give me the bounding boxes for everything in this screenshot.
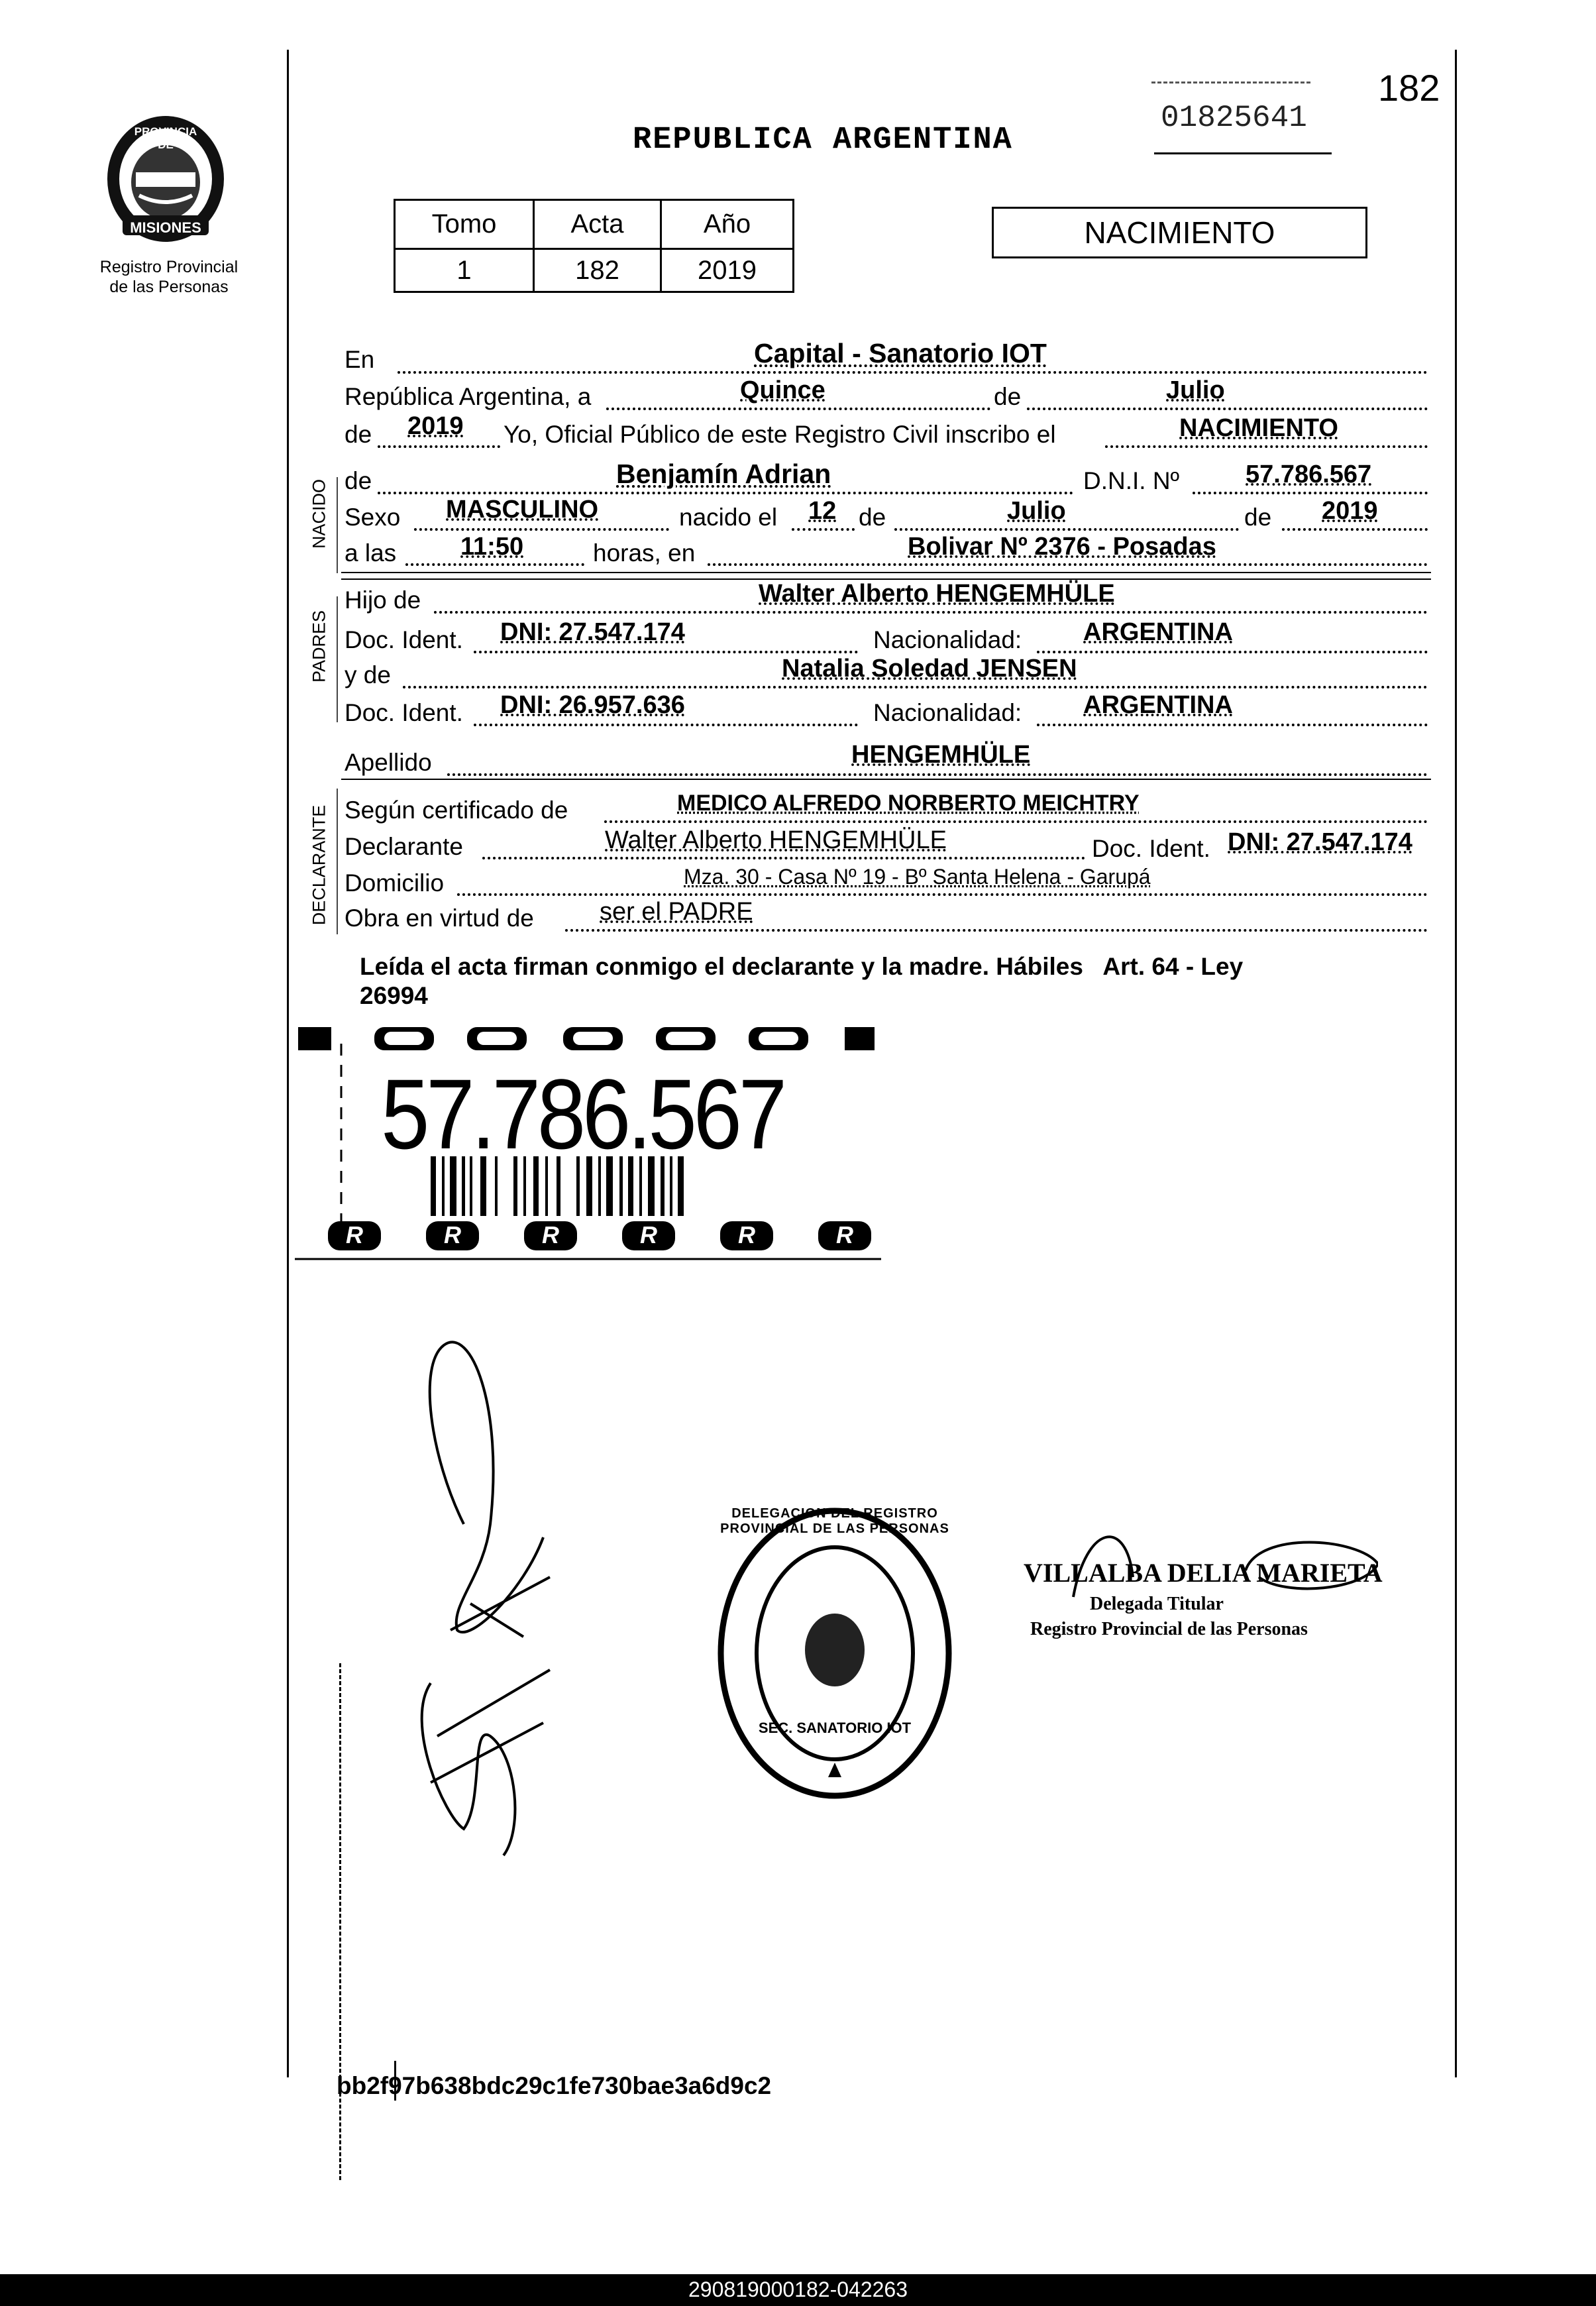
- sticker-marks: [328, 1221, 871, 1254]
- org-line1: Registro Provincial: [99, 258, 239, 276]
- page-number: 182: [1378, 67, 1440, 109]
- inscribe-value: NACIMIENTO: [1179, 414, 1338, 442]
- declarante-doc: DNI: 27.547.174: [1228, 828, 1412, 856]
- margin-dash: [339, 1663, 343, 2180]
- madre-doc-label: Doc. Ident.: [345, 699, 463, 726]
- nacido-dni: 57.786.567: [1246, 461, 1372, 488]
- logo-top-text: PROVINCIA DE: [134, 125, 197, 151]
- dotted-line: [1105, 445, 1428, 448]
- section-divider: [337, 596, 338, 722]
- hora-value: 11:50: [460, 533, 524, 561]
- nacido-anio: 2019: [1322, 497, 1378, 525]
- officer-name: VILLALBA DELIA MARIETA: [1024, 1558, 1383, 1588]
- madre-doc: DNI: 26.957.636: [500, 691, 685, 719]
- horas-en-label: horas, en: [593, 539, 696, 567]
- dotted-line: [434, 611, 1428, 614]
- footer-code: 290819000182-042263: [688, 2278, 908, 2301]
- country-title: REPUBLICA ARGENTINA: [633, 123, 1013, 158]
- acta-header: Acta: [533, 199, 662, 250]
- hijo-de-label: Hijo de: [345, 586, 421, 614]
- nacido-mes: Julio: [1007, 497, 1066, 525]
- certificado-label: Según certificado de: [345, 796, 568, 824]
- closing-line1: Leída el acta firman conmigo el declarante y la madre. Hábiles Art. 64 - Ley: [360, 953, 1244, 980]
- mes-value: Julio: [1166, 376, 1225, 404]
- obra-label: Obra en virtud de: [345, 905, 534, 932]
- dotted-line: [606, 408, 990, 410]
- dia-texto: Quince: [740, 376, 825, 404]
- dotted-line: [1037, 651, 1428, 653]
- dni-label: D.N.I. Nº: [1083, 467, 1180, 494]
- republica-label: República Argentina, a: [345, 383, 592, 410]
- section-rule: [341, 572, 1431, 573]
- r-mark: R: [622, 1221, 675, 1250]
- padres-section-label: PADRES: [309, 610, 329, 683]
- domicilio-value: Mza. 30 - Casa Nº 19 - Bº Santa Helena - Garupá: [684, 865, 1151, 889]
- dotted-line: [457, 893, 1428, 896]
- acta-value: 182: [533, 248, 662, 293]
- logo-bottom-text: MISIONES: [130, 219, 201, 236]
- de2-label: de: [345, 421, 372, 448]
- official-seal: [712, 1501, 957, 1806]
- declarante-section-label: DECLARANTE: [309, 804, 329, 926]
- madre-nac: ARGENTINA: [1083, 691, 1233, 719]
- r-mark: R: [818, 1221, 871, 1250]
- r-mark: R: [328, 1221, 381, 1250]
- certificado-value: MEDICO ALFREDO NORBERTO MEICHTRY: [677, 791, 1140, 816]
- id-sticker: [295, 1017, 881, 1262]
- dotted-line: [405, 563, 584, 566]
- dotted-line: [1037, 724, 1428, 726]
- sexo-value: MASCULINO: [446, 496, 599, 523]
- section-divider: [337, 789, 338, 934]
- tomo-header: Tomo: [394, 199, 535, 250]
- domicilio-label: Domicilio: [345, 869, 445, 897]
- officer-org: Registro Provincial de las Personas: [1030, 1619, 1308, 1639]
- nacido-nombre: Benjamín Adrian: [616, 459, 831, 489]
- dotted-line: [894, 528, 1239, 531]
- dotted-line: [792, 528, 855, 531]
- section-divider: [337, 477, 338, 573]
- de-label: de: [994, 383, 1022, 410]
- padre-nac-label: Nacionalidad:: [873, 626, 1022, 653]
- nacido-de-label2: de: [859, 504, 886, 531]
- dotted-line: [708, 563, 1428, 566]
- en-value: Capital - Sanatorio IOT: [754, 338, 1047, 368]
- madre-name: Natalia Soledad JENSEN: [782, 655, 1077, 683]
- section-rule: [341, 779, 1431, 780]
- anio-value: 2019: [660, 248, 794, 293]
- right-margin-line: [1455, 50, 1457, 2077]
- dotted-line: [378, 445, 500, 448]
- en-label: En: [345, 346, 375, 373]
- anio-header: Año: [660, 199, 794, 250]
- dotted-line: [474, 724, 858, 726]
- dotted-line: [403, 686, 1428, 688]
- sexo-label: Sexo: [345, 504, 401, 531]
- nacido-dia: 12: [808, 497, 837, 525]
- r-mark: R: [426, 1221, 479, 1250]
- dotted-line: [1282, 528, 1428, 531]
- declarante-label: Declarante: [345, 833, 463, 860]
- officer-title: Delegada Titular: [1090, 1594, 1224, 1614]
- declarante-value: Walter Alberto HENGEMHÜLE: [605, 826, 947, 854]
- serial-dashes: [1151, 82, 1310, 83]
- padre-nac: ARGENTINA: [1083, 618, 1233, 646]
- serial-number: 01825641: [1161, 101, 1307, 135]
- dotted-line: [1193, 492, 1428, 494]
- sticker-number: 57.786.567: [381, 1058, 784, 1170]
- padre-doc-label: Doc. Ident.: [345, 626, 463, 653]
- dotted-line: [414, 528, 669, 531]
- y-de-label: y de: [345, 661, 391, 688]
- record-type-box: NACIMIENTO: [992, 207, 1367, 258]
- dotted-line: [378, 492, 1073, 494]
- nacido-el-label: nacido el: [679, 504, 778, 531]
- closing-line2: 26994: [360, 982, 428, 1009]
- anio-texto: 2019: [407, 412, 464, 440]
- padre-doc: DNI: 27.547.174: [500, 618, 685, 646]
- nacido-de-label3: de: [1244, 504, 1272, 531]
- org-line2: de las Personas: [109, 278, 229, 296]
- dotted-line: [474, 651, 858, 653]
- r-mark: R: [720, 1221, 773, 1250]
- left-margin-line: [287, 50, 289, 2077]
- dotted-line: [398, 371, 1428, 374]
- r-mark: R: [524, 1221, 577, 1250]
- closing-text: [360, 952, 1243, 1011]
- a-las-label: a las: [345, 539, 397, 567]
- dotted-line: [604, 820, 1428, 823]
- province-logo: [99, 109, 232, 248]
- declarant-signature: [391, 1325, 590, 1882]
- obra-value: ser el PADRE: [600, 898, 753, 926]
- seal-outer-text: DELEGACION DEL REGISTRO PROVINCIAL DE LAS PERSONAS: [720, 1506, 949, 1536]
- declarante-doc-label: Doc. Ident.: [1092, 835, 1210, 862]
- tomo-value: 1: [394, 248, 535, 293]
- serial-underline: [1154, 152, 1332, 154]
- lugar-value: Bolivar Nº 2376 - Posadas: [908, 533, 1216, 561]
- oficial-text: Yo, Oficial Público de este Registro Civil inscribo el: [504, 421, 1056, 448]
- dotted-line: [565, 929, 1428, 932]
- org-name: [73, 257, 265, 297]
- document-hash: bb2f97b638bdc29c1fe730bae3a6d9c2: [337, 2072, 772, 2099]
- seal-inner-text: SEC. SANATORIO IOT: [758, 1720, 912, 1736]
- dotted-line: [1027, 408, 1428, 410]
- padre-name: Walter Alberto HENGEMHÜLE: [759, 580, 1115, 608]
- madre-nac-label: Nacionalidad:: [873, 699, 1022, 726]
- apellido-label: Apellido: [345, 749, 432, 776]
- nacido-de-label: de: [345, 467, 372, 494]
- dotted-line: [447, 773, 1428, 776]
- dotted-line: [482, 857, 1085, 859]
- apellido-value: HENGEMHÜLE: [851, 741, 1031, 769]
- nacido-section-label: NACIDO: [309, 479, 329, 549]
